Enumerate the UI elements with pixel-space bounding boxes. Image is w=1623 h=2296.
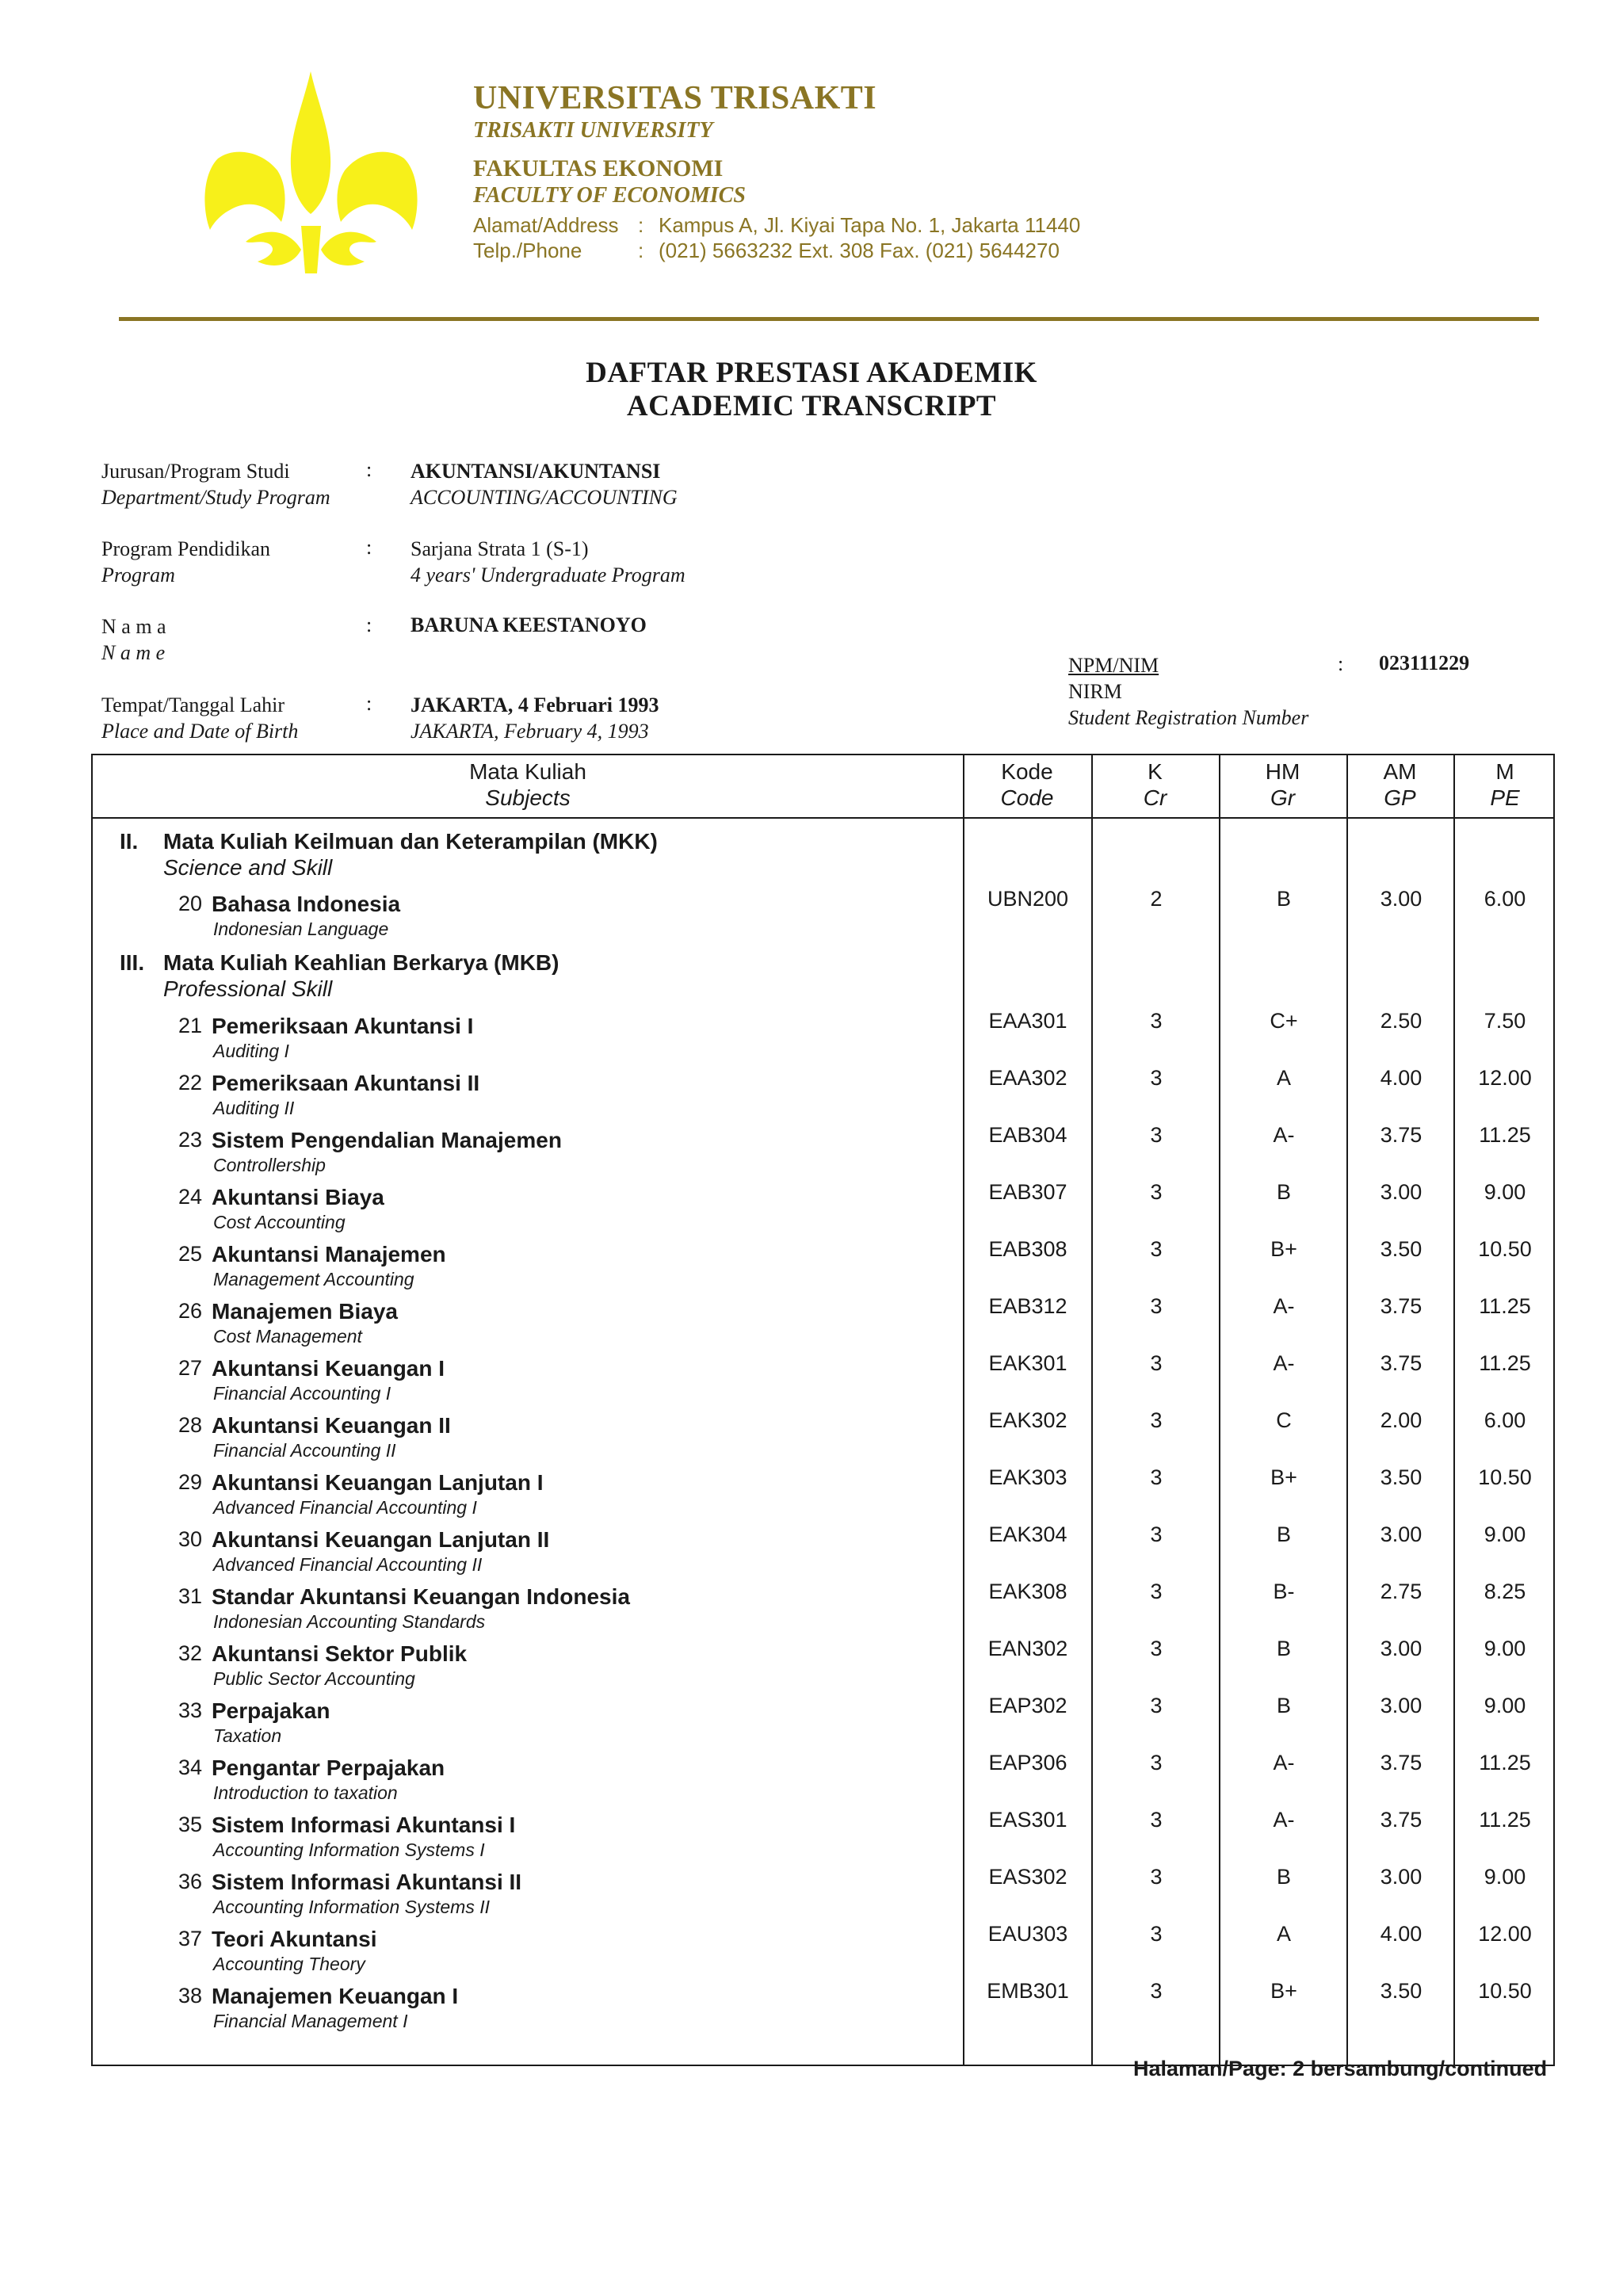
course-grade: C+ xyxy=(1270,1009,1298,1033)
course-code: EAA302 xyxy=(988,1066,1067,1090)
course-code: EAK308 xyxy=(988,1580,1067,1603)
course-point-earned: 10.50 xyxy=(1478,1465,1532,1489)
course-name: Teori Akuntansi xyxy=(212,1927,377,1951)
course-credit: 3 xyxy=(1150,1408,1163,1432)
course-point-earned: 11.25 xyxy=(1479,1808,1531,1832)
table-row xyxy=(93,1237,1556,1299)
course-name: Akuntansi Keuangan II xyxy=(212,1413,451,1438)
course-grade: B xyxy=(1276,1180,1291,1204)
header-grade-point xyxy=(1346,758,1453,811)
table-row xyxy=(93,1294,1556,1356)
dept-colon: : xyxy=(366,458,372,481)
course-code: EAB312 xyxy=(988,1294,1067,1318)
course-number: 38 xyxy=(178,1984,203,2008)
table-row xyxy=(93,1066,1556,1128)
section-name: Mata Kuliah Keilmuan dan Keterampilan (MKK) xyxy=(163,829,658,854)
name-label-en: N a m e xyxy=(101,641,166,664)
course-name-en: Auditing II xyxy=(213,1098,295,1118)
course-point-earned: 9.00 xyxy=(1484,1522,1526,1546)
course-grade: A- xyxy=(1273,1123,1295,1147)
header-code-id: Kode xyxy=(1001,759,1053,784)
document-title xyxy=(0,357,1623,423)
course-name-en: Cost Management xyxy=(213,1326,362,1347)
course-name: Standar Akuntansi Keuangan Indonesia xyxy=(212,1584,630,1609)
course-point-earned: 6.00 xyxy=(1484,1408,1526,1432)
course-point-earned: 10.50 xyxy=(1478,1237,1532,1261)
course-credit: 3 xyxy=(1150,1123,1163,1147)
course-grade-point: 3.75 xyxy=(1380,1808,1423,1832)
course-name: Perpajakan xyxy=(212,1698,330,1723)
dept-value-id: AKUNTANSI/AKUNTANSI xyxy=(411,460,661,483)
header-subjects-en: Subjects xyxy=(485,785,571,810)
header-gp-en: GP xyxy=(1384,785,1416,810)
header-grade-en: Gr xyxy=(1270,785,1296,810)
course-name: Akuntansi Keuangan Lanjutan II xyxy=(212,1527,550,1552)
table-row xyxy=(93,887,1556,949)
dept-label-id: Jurusan/Program Studi xyxy=(101,460,290,483)
course-point-earned: 9.00 xyxy=(1484,1180,1526,1204)
course-grade-point: 3.75 xyxy=(1380,1351,1423,1375)
header-grade-id: HM xyxy=(1265,759,1300,784)
table-row xyxy=(93,1694,1556,1755)
header-credit-id: K xyxy=(1148,759,1163,784)
course-credit: 3 xyxy=(1150,1294,1163,1318)
course-grade-point: 3.75 xyxy=(1380,1294,1423,1318)
course-credit: 3 xyxy=(1150,1009,1163,1033)
course-grade-point: 2.75 xyxy=(1380,1580,1423,1603)
phone-value: (021) 5663232 Ext. 308 Fax. (021) 5644270 xyxy=(659,239,1060,262)
course-grade-point: 3.50 xyxy=(1380,1979,1423,2003)
address-value: Kampus A, Jl. Kiyai Tapa No. 1, Jakarta 11440 xyxy=(659,213,1081,237)
course-grade: B- xyxy=(1273,1580,1295,1603)
course-grade: A- xyxy=(1273,1351,1295,1375)
course-credit: 3 xyxy=(1150,1637,1163,1660)
dept-label-en: Department/Study Program xyxy=(101,486,330,509)
course-grade: A- xyxy=(1273,1808,1295,1832)
course-name: Bahasa Indonesia xyxy=(212,892,401,916)
faculty-name-en: FACULTY OF ECONOMICS xyxy=(473,183,746,208)
dept-label xyxy=(101,458,330,510)
course-credit: 3 xyxy=(1150,1351,1163,1375)
header-gp-id: AM xyxy=(1383,759,1417,784)
course-number: 37 xyxy=(178,1927,203,1950)
program-label xyxy=(101,536,270,588)
course-name: Pemeriksaan Akuntansi II xyxy=(212,1071,480,1095)
course-grade-point: 3.75 xyxy=(1380,1751,1423,1775)
course-code: EAK303 xyxy=(988,1465,1067,1489)
birth-value-en: JAKARTA, February 4, 1993 xyxy=(411,720,649,743)
course-grade-point: 3.50 xyxy=(1380,1237,1423,1261)
course-credit: 3 xyxy=(1150,1694,1163,1717)
phone-separator: : xyxy=(638,239,644,262)
title-id: DAFTAR PRESTASI AKADEMIK xyxy=(586,357,1037,389)
course-code: EAK301 xyxy=(988,1351,1067,1375)
header-subjects xyxy=(93,758,963,811)
npm-label-1: NPM/NIM xyxy=(1068,654,1159,677)
table-row xyxy=(93,1009,1556,1071)
course-grade: B xyxy=(1276,1522,1291,1546)
course-grade: B xyxy=(1276,1694,1291,1717)
npm-label xyxy=(1068,652,1308,731)
course-number: 21 xyxy=(178,1014,203,1037)
course-code: EAB307 xyxy=(988,1180,1067,1204)
course-grade-point: 4.00 xyxy=(1380,1922,1423,1946)
course-grade-point: 3.00 xyxy=(1380,1522,1423,1546)
course-grade: A xyxy=(1276,1066,1291,1090)
program-value xyxy=(411,536,685,588)
phone-label: Telp./Phone xyxy=(473,239,582,262)
course-credit: 3 xyxy=(1150,1808,1163,1832)
course-point-earned: 10.50 xyxy=(1478,1979,1532,2003)
program-label-id: Program Pendidikan xyxy=(101,537,271,560)
section-name-en: Science and Skill xyxy=(163,855,333,880)
course-credit: 3 xyxy=(1150,1180,1163,1204)
course-code: EAA301 xyxy=(988,1009,1067,1033)
course-name: Akuntansi Keuangan Lanjutan I xyxy=(212,1470,544,1495)
header-code xyxy=(963,758,1091,811)
course-number: 28 xyxy=(178,1413,203,1437)
course-grade-point: 3.00 xyxy=(1380,887,1423,911)
course-code: EAP302 xyxy=(988,1694,1067,1717)
university-logo-icon xyxy=(202,71,420,273)
course-name: Sistem Informasi Akuntansi I xyxy=(212,1813,516,1837)
course-name-en: Indonesian Accounting Standards xyxy=(213,1611,486,1632)
course-code: EAB304 xyxy=(988,1123,1067,1147)
course-grade: A xyxy=(1276,1922,1291,1946)
program-value-id: Sarjana Strata 1 (S-1) xyxy=(411,537,589,560)
course-code: EAK302 xyxy=(988,1408,1067,1432)
table-row xyxy=(93,1408,1556,1470)
course-credit: 3 xyxy=(1150,1751,1163,1775)
birth-colon: : xyxy=(366,692,372,715)
course-name-en: Cost Accounting xyxy=(213,1212,346,1232)
header-pe-en: PE xyxy=(1490,785,1520,810)
course-name-en: Controllership xyxy=(213,1155,326,1175)
transcript-table xyxy=(91,754,1555,2066)
course-grade-point: 3.00 xyxy=(1380,1180,1423,1204)
header-credit xyxy=(1091,758,1219,811)
birth-label xyxy=(101,692,298,744)
student-name: BARUNA KEESTANOYO xyxy=(411,613,647,636)
course-name-en: Accounting Theory xyxy=(213,1954,365,1974)
course-name-en: Auditing I xyxy=(213,1041,289,1061)
course-code: EAN302 xyxy=(987,1637,1068,1660)
course-number: 23 xyxy=(178,1128,203,1152)
course-number: 35 xyxy=(178,1813,203,1836)
name-label xyxy=(101,613,166,666)
course-code: EAK304 xyxy=(988,1522,1067,1546)
table-row xyxy=(93,1522,1556,1584)
course-code: EAS301 xyxy=(988,1808,1067,1832)
header-point-earned xyxy=(1453,758,1556,811)
course-point-earned: 11.25 xyxy=(1479,1123,1531,1147)
npm-value: 023111229 xyxy=(1379,651,1470,674)
course-credit: 3 xyxy=(1150,1237,1163,1261)
course-point-earned: 11.25 xyxy=(1479,1294,1531,1318)
table-row xyxy=(93,1865,1556,1927)
course-code: EAU303 xyxy=(987,1922,1068,1946)
course-grade-point: 3.50 xyxy=(1380,1465,1423,1489)
course-grade: C xyxy=(1276,1408,1292,1432)
course-grade: B+ xyxy=(1270,1465,1297,1489)
section-number: III. xyxy=(120,950,145,975)
course-code: EAB308 xyxy=(988,1237,1067,1261)
birth-label-en: Place and Date of Birth xyxy=(101,720,299,743)
table-row xyxy=(93,1180,1556,1242)
title-en: ACADEMIC TRANSCRIPT xyxy=(626,390,997,422)
course-point-earned: 8.25 xyxy=(1484,1580,1526,1603)
course-grade: A- xyxy=(1273,1751,1295,1775)
course-grade: A- xyxy=(1273,1294,1295,1318)
course-name-en: Introduction to taxation xyxy=(213,1782,398,1803)
course-point-earned: 6.00 xyxy=(1484,887,1526,911)
course-grade: B+ xyxy=(1270,1237,1297,1261)
course-grade-point: 3.75 xyxy=(1380,1123,1423,1147)
address-label: Alamat/Address xyxy=(473,213,619,237)
course-name: Akuntansi Manajemen xyxy=(212,1242,446,1266)
table-row xyxy=(93,1808,1556,1870)
course-grade-point: 3.00 xyxy=(1380,1694,1423,1717)
address-separator: : xyxy=(638,213,644,237)
course-grade-point: 2.50 xyxy=(1380,1009,1423,1033)
birth-value-id: JAKARTA, 4 Februari 1993 xyxy=(411,693,659,716)
header-credit-en: Cr xyxy=(1143,785,1167,810)
header-row-divider xyxy=(93,817,1553,819)
dept-value xyxy=(411,458,678,510)
course-name: Akuntansi Biaya xyxy=(212,1185,384,1209)
course-credit: 3 xyxy=(1150,1465,1163,1489)
table-row xyxy=(93,1351,1556,1413)
course-number: 25 xyxy=(178,1242,203,1266)
page-continuation-note: Halaman/Page: 2 bersambung/continued xyxy=(1133,2057,1548,2080)
course-name-en: Taxation xyxy=(213,1725,282,1746)
name-label-id: N a m a xyxy=(101,615,166,638)
course-number: 29 xyxy=(178,1470,203,1494)
header-code-en: Code xyxy=(1000,785,1054,810)
header-grade xyxy=(1219,758,1346,811)
course-number: 33 xyxy=(178,1698,203,1722)
table-row xyxy=(93,1751,1556,1813)
course-credit: 3 xyxy=(1150,1865,1163,1889)
course-credit: 3 xyxy=(1150,1580,1163,1603)
course-number: 20 xyxy=(178,892,203,915)
course-grade-point: 2.00 xyxy=(1380,1408,1423,1432)
header-subjects-id: Mata Kuliah xyxy=(469,759,586,784)
course-name-en: Public Sector Accounting xyxy=(213,1668,415,1689)
dept-value-en: ACCOUNTING/ACCOUNTING xyxy=(411,486,678,509)
course-number: 31 xyxy=(178,1584,203,1608)
university-name-en: TRISAKTI UNIVERSITY xyxy=(473,118,713,143)
table-row xyxy=(93,1922,1556,1984)
course-name-en: Advanced Financial Accounting II xyxy=(213,1554,483,1575)
table-row xyxy=(93,1465,1556,1527)
program-label-en: Program xyxy=(101,563,175,586)
course-name-en: Financial Accounting II xyxy=(213,1440,396,1461)
course-name-en: Accounting Information Systems I xyxy=(213,1839,485,1860)
course-grade-point: 3.00 xyxy=(1380,1865,1423,1889)
course-code: EAP306 xyxy=(988,1751,1067,1775)
university-name-id: UNIVERSITAS TRISAKTI xyxy=(473,80,877,117)
program-colon: : xyxy=(366,536,372,559)
course-name: Sistem Pengendalian Manajemen xyxy=(212,1128,562,1152)
course-point-earned: 9.00 xyxy=(1484,1694,1526,1717)
name-colon: : xyxy=(366,613,372,636)
course-name-en: Management Accounting xyxy=(213,1269,414,1289)
course-number: 36 xyxy=(178,1870,203,1893)
course-name: Manajemen Biaya xyxy=(212,1299,398,1324)
table-row xyxy=(93,1123,1556,1185)
table-row xyxy=(93,1637,1556,1698)
course-number: 32 xyxy=(178,1641,203,1665)
course-point-earned: 12.00 xyxy=(1478,1066,1532,1090)
course-point-earned: 9.00 xyxy=(1484,1637,1526,1660)
course-number: 22 xyxy=(178,1071,203,1095)
npm-label-en: Student Registration Number xyxy=(1068,706,1309,729)
course-name: Pengantar Perpajakan xyxy=(212,1755,445,1780)
course-name-en: Financial Management I xyxy=(213,2011,408,2031)
course-name-en: Indonesian Language xyxy=(213,919,389,939)
course-number: 26 xyxy=(178,1299,203,1323)
course-name-en: Accounting Information Systems II xyxy=(213,1897,490,1917)
course-name: Manajemen Keuangan I xyxy=(212,1984,459,2008)
course-code: EAS302 xyxy=(988,1865,1067,1889)
section-name-en: Professional Skill xyxy=(163,976,333,1001)
header-divider xyxy=(119,317,1539,321)
course-name: Pemeriksaan Akuntansi I xyxy=(212,1014,474,1038)
course-grade: B xyxy=(1276,887,1291,911)
birth-value xyxy=(411,692,659,744)
birth-label-id: Tempat/Tanggal Lahir xyxy=(101,693,285,716)
course-number: 34 xyxy=(178,1755,203,1779)
program-value-en: 4 years' Undergraduate Program xyxy=(411,563,685,586)
course-name: Akuntansi Keuangan I xyxy=(212,1356,445,1381)
npm-colon: : xyxy=(1338,652,1344,675)
course-point-earned: 12.00 xyxy=(1478,1922,1532,1946)
course-point-earned: 11.25 xyxy=(1479,1351,1531,1375)
section-number: II. xyxy=(120,829,139,854)
section-name: Mata Kuliah Keahlian Berkarya (MKB) xyxy=(163,950,559,975)
course-number: 30 xyxy=(178,1527,203,1551)
course-credit: 3 xyxy=(1150,1522,1163,1546)
course-point-earned: 9.00 xyxy=(1484,1865,1526,1889)
course-number: 24 xyxy=(178,1185,203,1209)
course-credit: 3 xyxy=(1150,1922,1163,1946)
course-name-en: Advanced Financial Accounting I xyxy=(213,1497,477,1518)
course-point-earned: 7.50 xyxy=(1484,1009,1526,1033)
course-grade: B+ xyxy=(1270,1979,1297,2003)
faculty-name-id: FAKULTAS EKONOMI xyxy=(473,155,724,181)
course-grade-point: 3.00 xyxy=(1380,1637,1423,1660)
course-grade: B xyxy=(1276,1637,1291,1660)
course-name: Sistem Informasi Akuntansi II xyxy=(212,1870,522,1894)
course-name-en: Financial Accounting I xyxy=(213,1383,391,1404)
address-block xyxy=(473,212,1080,263)
course-point-earned: 11.25 xyxy=(1479,1751,1531,1775)
course-credit: 3 xyxy=(1150,1066,1163,1090)
npm-label-2: NIRM xyxy=(1068,680,1122,703)
course-credit: 3 xyxy=(1150,1979,1163,2003)
university-header xyxy=(473,79,876,209)
table-row xyxy=(93,1979,1556,2041)
course-number: 27 xyxy=(178,1356,203,1380)
course-credit: 2 xyxy=(1150,887,1163,911)
course-grade: B xyxy=(1276,1865,1291,1889)
course-grade-point: 4.00 xyxy=(1380,1066,1423,1090)
course-name: Akuntansi Sektor Publik xyxy=(212,1641,468,1666)
course-code: EMB301 xyxy=(987,1979,1069,2003)
table-row xyxy=(93,1580,1556,1641)
course-code: UBN200 xyxy=(987,887,1069,911)
header-pe-id: M xyxy=(1495,759,1514,784)
